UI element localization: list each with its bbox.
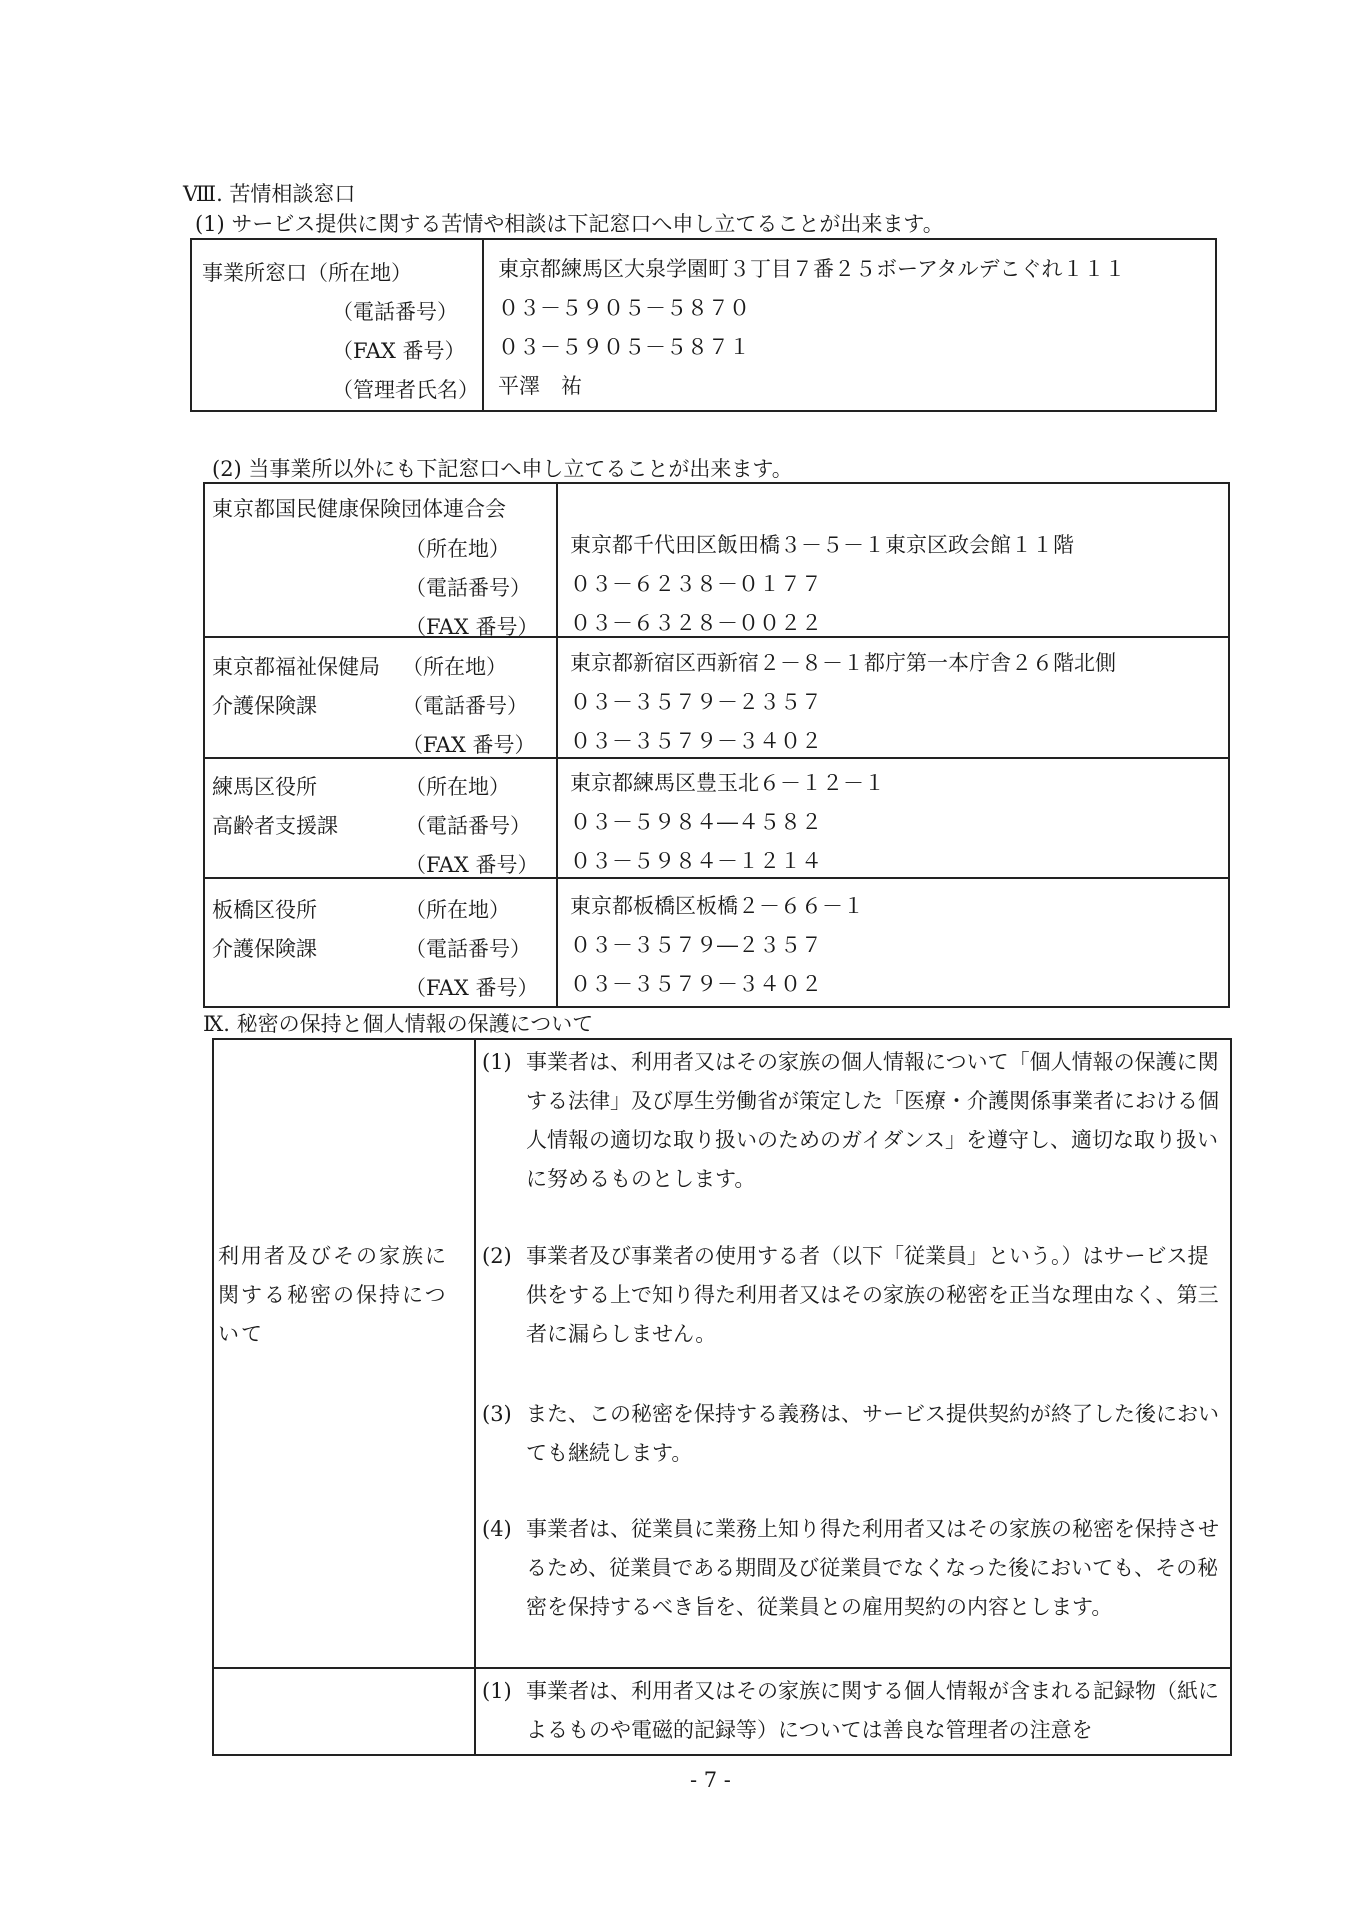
other-3-tel: ０３－３５７９―２３５７ [570,933,822,957]
other-3-name2: 介護保険課 [212,937,317,961]
other-2-address: 東京都練馬区豊玉北６－１２－１ [570,771,885,795]
privacy-row2-item-1-text: 事業者は、利用者又はその家族に関する個人情報が含まれる記録物（紙によるものや電磁的記録等）については善良な管理者の注意を [526,1679,1219,1742]
privacy-item-1 [482,1043,1222,1199]
office-label-fax: （FAX 番号） [332,339,466,363]
privacy-item-4-text: 事業者は、従業員に業務上知り得た利用者又はその家族の秘密を保持させるため、従業員である期間及び従業員でなくなった後においても、その秘密を保持するべき旨を、従業員との雇用契約の内容とします。 [526,1517,1219,1619]
other-2-name2: 高齢者支援課 [212,814,338,838]
other-3-fax: ０３－３５７９－３４０２ [570,972,822,996]
other-2-name1: 練馬区役所 [212,775,317,799]
other-1-name2: 介護保険課 [212,694,317,718]
privacy-table-divider [474,1038,476,1756]
office-label-tel: （電話番号） [332,300,458,324]
other-2-fax: ０３－５９８４－１２１４ [570,849,822,873]
privacy-item-3-text: また、この秘密を保持する義務は、サービス提供契約が終了した後においても継続します。 [526,1402,1219,1465]
office-label-address: 事業所窓口（所在地） [202,261,412,285]
privacy-row1-label: 利用者及びその家族に関する秘密の保持について [218,1244,448,1346]
privacy-item-4 [482,1510,1222,1627]
privacy-item-3 [482,1395,1222,1473]
other-0-tel: ０３－６２３８－０１７７ [570,572,822,596]
office-fax: ０３－５９０５－５８７１ [498,335,750,359]
other-0-address: 東京都千代田区飯田橋３－５－１東京区政会館１１階 [570,533,1074,557]
other-2-label-tel: （電話番号） [405,814,531,838]
other-3-label-tel: （電話番号） [405,937,531,961]
section9-heading: Ⅸ. 秘密の保持と個人情報の保護について [203,1012,594,1036]
privacy-item-4-num: (4) [482,1517,512,1541]
privacy-item-3-num: (3) [482,1402,512,1426]
other-2-label-fax: （FAX 番号） [405,853,539,877]
office-manager: 平澤 祐 [498,374,582,398]
section8-sub2: (2) 当事業所以外にも下記窓口へ申し立てることが出来ます。 [212,457,793,481]
other-1-label-fax: （FAX 番号） [402,733,536,757]
other-3-name1: 板橋区役所 [212,898,317,922]
other-0-name1: 東京都国民健康保険団体連合会 [212,497,506,521]
other-0-label-fax: （FAX 番号） [405,615,539,639]
office-label-manager: （管理者氏名） [332,378,479,402]
other-1-tel: ０３－３５７９－２３５７ [570,690,822,714]
other-3-label-addr: （所在地） [405,898,510,922]
office-tel: ０３－５９０５－５８７０ [498,296,750,320]
privacy-row2-item-1 [482,1672,1222,1752]
other-table-divider [556,482,558,1008]
other-0-label-addr: （所在地） [405,537,510,561]
privacy-row2-item-1-num: (1) [482,1679,512,1703]
privacy-row-divider [212,1667,1232,1669]
section8-heading: Ⅷ. 苦情相談窓口 [183,182,356,206]
office-address: 東京都練馬区大泉学園町３丁目７番２５ボーアタルデこぐれ１１１ [498,257,1126,281]
other-1-address: 東京都新宿区西新宿２－８－１都庁第一本庁舎２６階北側 [570,651,1116,675]
other-3-label-fax: （FAX 番号） [405,976,539,1000]
other-1-label-addr: （所在地） [402,655,507,679]
other-1-name1: 東京都福祉保健局 [212,655,380,679]
other-2-label-addr: （所在地） [405,775,510,799]
other-0-fax: ０３－６３２８－００２２ [570,611,822,635]
privacy-item-1-num: (1) [482,1050,512,1074]
other-2-tel: ０３－５９８４―４５８２ [570,810,822,834]
office-table-divider [482,238,484,412]
other-0-label-tel: （電話番号） [405,576,531,600]
privacy-item-2-num: (2) [482,1244,512,1268]
other-1-label-tel: （電話番号） [402,694,528,718]
page-number: - 7 - [690,1768,731,1792]
section8-sub1: (1) サービス提供に関する苦情や相談は下記窓口へ申し立てることが出来ます。 [195,212,944,236]
privacy-item-2-text: 事業者及び事業者の使用する者（以下「従業員」という。）はサービス提供をする上で知り得た利用者又はその家族の秘密を正当な理由なく、第三者に漏らしません。 [526,1244,1219,1346]
other-3-address: 東京都板橋区板橋２－６６－１ [570,894,864,918]
other-1-fax: ０３－３５７９－３４０２ [570,729,822,753]
privacy-item-1-text: 事業者は、利用者又はその家族の個人情報について「個人情報の保護に関する法律」及び厚生労働省が策定した「医療・介護関係事業者における個人情報の適切な取り扱いのためのガイダンス」を遵守し、適切な取り扱いに努めるものとします。 [526,1050,1219,1191]
privacy-item-2 [482,1237,1222,1354]
